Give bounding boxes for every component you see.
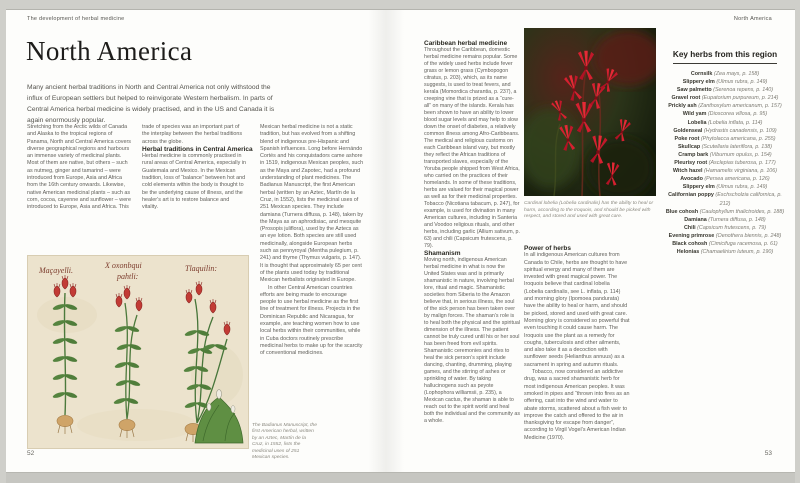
paragraph: Tobacco, now considered an addictive drug, was a sacred shamanistic herb for most indigenous American peoples. It was smoked in pipes and “thrown into fires as an offering, cast into the wind and water to abate storms, scattered about a fish weir to improve the catch and offered to the air in thanksgiving for escape from danger”, according to Virgil Vogel’s American Indian Medicine (1970). xyxy=(524,369,630,441)
key-herb-entry xyxy=(664,94,786,102)
key-herb-entry xyxy=(664,86,786,94)
herb-latin-name: (Persea americana, p. 126) xyxy=(704,176,770,183)
key-herb-entry xyxy=(664,232,786,240)
photo-caption: Cardinal lobelia (Lobelia cardinalis) has the ability to heal or harm, according to the Iroquois, and should be picked with respect, and stored and used with great care. xyxy=(524,201,654,220)
key-herb-entry xyxy=(664,110,786,118)
page-title: North America xyxy=(26,36,193,66)
running-head-left: The development of herbal medicine xyxy=(27,16,125,22)
section-heading-shamanism: Shamanism xyxy=(424,250,461,257)
left-column-1 xyxy=(27,124,131,212)
page-number-left: 52 xyxy=(27,450,35,457)
illustration-label-1: Maçayelli. xyxy=(39,266,73,275)
paragraph: trade of species was an important part of the interplay between the herbal traditions across the globe. xyxy=(142,124,243,145)
illustration-label-4: Tlaquilin: xyxy=(185,264,218,273)
book-edge-right xyxy=(795,0,800,483)
key-herb-entry xyxy=(664,208,786,216)
herb-latin-name: (Ulmus rubra, p. 149) xyxy=(716,79,768,86)
key-herb-entry xyxy=(664,248,786,256)
herb-latin-name: (Turnera diffusa, p. 148) xyxy=(708,216,766,223)
book-edge-top xyxy=(0,0,800,10)
page-number-right: 53 xyxy=(764,450,772,457)
herb-latin-name: (Ulmus rubra, p. 149) xyxy=(716,184,768,191)
key-herb-entry xyxy=(664,143,786,151)
herb-name: Slippery elm xyxy=(682,79,715,86)
herb-name: Chili xyxy=(683,224,696,231)
left-column-3 xyxy=(260,124,364,358)
illustration-caption: The Badianus Manuscript, the first American herbal, written by an Aztec, Martín de la Cruz, in 1552, lists the medicinal uses of 251 Mexican species. xyxy=(252,423,317,461)
left-column-2 xyxy=(142,124,253,212)
book-edge-bottom xyxy=(0,472,800,483)
herb-latin-name: (Serenoa repens, p. 140) xyxy=(713,87,774,94)
herb-latin-name: (Zea mays, p. 158) xyxy=(713,71,760,77)
herb-name: Witch hazel xyxy=(672,168,703,175)
key-herbs-sidebar xyxy=(664,44,786,256)
intro-paragraph: Many ancient herbal traditions in North and Central America not only withstood the influx of European settlers but helped to reinvigorate Western herbalism. In parts of Central America herbal medicine is widely practised, and in the US and Canada it is again enormously popular. xyxy=(27,84,275,124)
herb-latin-name: (Chamaelirium luteum, p. 190) xyxy=(700,249,774,256)
herb-name: Cramp bark xyxy=(678,151,709,158)
key-herb-entry xyxy=(664,135,786,143)
paragraph: In all indigenous American cultures from Canada to Chile, herbs are thought to have spiritual energy and many of them are invested with great magical power. The Iroquois believe that cardinal lobelia (Lobelia cardinalis, see L. inflata, p. 114) and morning glory (Ipomoea pandurata) have the ability to heal or harm, and should be picked, stored and used with great care. Morning glory is considered so powerful that even touching it could cause harm. The Iroquois use the plant as a remedy for coughs, tuberculosis and other ailments, and also take it as a decoction with sunflower seeds (Helianthus annuus) as a sacrament in spring and autumn rituals. xyxy=(524,252,630,368)
key-herbs-list xyxy=(664,70,786,256)
herb-latin-name: (Viburnum opulus, p. 154) xyxy=(709,151,772,158)
key-herb-entry xyxy=(664,191,786,207)
key-herb-entry xyxy=(664,175,786,183)
herb-name: Gravel root xyxy=(671,95,701,102)
herb-latin-name: (Scutellaria lateriflora, p. 138) xyxy=(701,143,773,150)
herb-name: Blue cohosh xyxy=(665,208,699,215)
book-spine-shadow xyxy=(368,9,404,473)
key-herb-entry xyxy=(664,151,786,159)
herb-latin-name: (Capsicum frutescens, p. 79) xyxy=(697,224,767,231)
section-heading-caribbean: Caribbean herbal medicine xyxy=(424,40,508,47)
herb-name: Avocado xyxy=(680,176,703,183)
right-column-1 xyxy=(424,40,520,425)
key-herb-entry xyxy=(664,167,786,175)
paragraph: Stretching from the Arctic wilds of Canada and Alaska to the tropical regions of Panama, North and Central America covers diverse geographical regions and harbours an immense variety of medicinal plants. Most of them are native, but others – such as nutmeg, ginger and tamarind – were introduced from Europe, Asia and Africa from the 16th century onwards. Likewise, native American medicinal plants – such as corn, cocoa, cayenne and sunflower – were introduced to Europe, Asia and Africa. This xyxy=(27,124,131,211)
paragraph: In other Central American countries efforts are being made to encourage people to use herbal medicine as the first line of treatment for illness. Projects in the Dominican Republic and Nicaragua, for example, are teaching women how to use local herbs within their communities, while in Cuba doctors routinely prescribe medicinal herbs to make up for the scarcity of conventional medicines. xyxy=(260,284,363,357)
herb-latin-name: (Hydrastis canadensis, p. 109) xyxy=(703,127,777,134)
herb-latin-name: (Eschscholzia californica, p. 212) xyxy=(715,192,782,207)
section-heading-power-of-herbs: Power of herbs xyxy=(524,245,571,252)
herb-name: Slippery elm xyxy=(682,184,715,191)
herb-name: Californian poppy xyxy=(668,192,714,199)
herb-latin-name: (Hamamelis virginiana, p. 106) xyxy=(704,168,778,175)
herb-latin-name: (Zanthoxylum americanum, p. 157) xyxy=(698,103,782,110)
key-herb-entry xyxy=(664,127,786,135)
key-herb-entry xyxy=(664,119,786,127)
herb-name: Helonias xyxy=(676,249,700,256)
herb-name: Black cohosh xyxy=(672,240,708,247)
herb-latin-name: (Oenothera biennis, p. 248) xyxy=(715,232,782,239)
illustration-label-3: pahtli: xyxy=(117,272,139,281)
paragraph: Throughout the Caribbean, domestic herbal medicine remains popular. Some of the widely used herbs include fever grass or lemon grass (Cymbopogon citratus, p. 203), which, as its name suggests, is used to treat fevers, and kerala (Momordica charantia, p. 237), a creeping vine that is prized as a “cure-all” on many of the islands. Kerala has been shown to have an ability to lower blood sugar levels and may help to slow down the onset of diabetes, a relatively common illness among Afro-Caribbeans. The medical and religious customs on each Caribbean island vary, but mostly they reflect the African traditions of transported slaves, especially of the Yoruba people shipped from West Africa, who carried on the practices of their homelands. In some of these traditions, herbs are valued for their magical power as well as for their medicinal properties. Tobacco (Nicotiana tabacum, p. 247), for example, is used for divination in many American cultures, including in Santeria and Voodoo religious rituals, and other herbs, including garlic (Allium sativum, p. 63) and chili (Capsicum frutescens, p. 79). xyxy=(424,47,520,249)
herb-name: Evening primrose xyxy=(668,232,715,239)
herb-name: Goldenseal xyxy=(673,127,703,134)
key-herb-entry xyxy=(664,183,786,191)
paragraph: Herbal medicine is commonly practised in rural areas of Central America, especially in Guatemala and Mexico. In the Mexican tradition, loss of “balance” between hot and cold elements within the body is thought to be the underlying cause of illness, and the healer’s art is to restore balance and vitality. xyxy=(142,153,246,211)
cardinal-flower-photo xyxy=(524,28,656,196)
herb-name: Pleurisy root xyxy=(674,160,708,167)
key-herbs-heading: Key herbs from this region xyxy=(673,50,777,64)
herb-name: Cornsilk xyxy=(690,71,713,77)
key-herb-entry xyxy=(664,70,786,78)
paragraph: Moving north, indigenous American herbal medicine in what is now the United States was and is primarily shamanistic in nature, involving herbal lore, ritual and magic. Shamanistic societies from Siberia to the Amazon believe that, in serious illness, the soul of the sick person has been taken over by malign forces. The shaman’s role is to heal both the physical and the spiritual dimension of the illness. The patient cannot be truly cured until his or her soul has been freed from evil spirits. Shamanistic ceremonies and rites to heal the sick person’s spirit include dancing, chanting, drumming, playing games, and the stirring of ashes or sprinkling of water. By taking hallucinogens such as peyote (Lophophora williamsii, p. 235), a Mexican cactus, the shaman is able to reach out to the spirit world and heal both the individual and the community as a whole. xyxy=(424,257,520,424)
herb-latin-name: (Eupatorium purpureum, p. 214) xyxy=(701,95,779,102)
herb-name: Skullcap xyxy=(677,143,701,150)
section-heading-central-america: Herbal traditions in Central America xyxy=(142,145,253,153)
herb-name: Lobelia xyxy=(687,119,707,126)
herb-latin-name: (Dioscorea villosa, p. 95) xyxy=(707,111,768,118)
herb-name: Poke root xyxy=(674,135,700,142)
herb-name: Prickly ash xyxy=(668,103,697,110)
herb-latin-name: (Cimicifuga racemosa, p. 61) xyxy=(708,240,778,247)
key-herb-entry xyxy=(664,240,786,248)
herb-latin-name: (Phytolacca americana, p. 255) xyxy=(700,135,776,142)
herb-latin-name: (Caulophyllum thalictroides, p. 188) xyxy=(699,208,785,215)
herb-name: Damiana xyxy=(684,216,707,223)
book-edge-left xyxy=(0,0,6,483)
running-head-right: North America xyxy=(733,16,772,22)
right-column-2 xyxy=(524,245,630,442)
key-herb-entry xyxy=(664,224,786,232)
key-herb-entry xyxy=(664,159,786,167)
herb-latin-name: (Lobelia inflata, p. 114) xyxy=(707,119,763,126)
herb-latin-name: (Asclepias tuberosa, p. 177) xyxy=(708,160,776,167)
key-herb-entry xyxy=(664,102,786,110)
key-herb-entry xyxy=(664,216,786,224)
key-herb-entry xyxy=(664,78,786,86)
paragraph: Mexican herbal medicine is not a static tradition, but has evolved from a shifting blend of indigenous pre-Hispanic and Spanish influences. Long before Hernándo Cortés and his conquistadors came ashore in 1519, indigenous Mexican peoples, such as the Maya and Zapotec, had a profound understanding of plant medicines. The Badianus Manuscript, the first American herbal (written by an Aztec, Martín de la Cruz, in 1552), lists the medicinal uses of 251 Mexican species. They include damiana (Turnera diffusa, p. 148), taken by the Maya as an aphrodisiac, and mesquite (Prosopis juliflora), used by the Aztecs as an eye lotion. Both species are still used medicinally, alongside European herbs such as pennyroyal (Mentha pulegium, p. 241) and thyme (Thymus vulgaris, p. 147). It is thought that approximately 65 per cent of the plants used today by traditional Mexican herbalists originated in Europe. xyxy=(260,124,364,284)
badianus-manuscript-illustration xyxy=(27,255,249,449)
herb-name: Saw palmetto xyxy=(676,87,712,94)
illustration-label-2: X oxonbqui xyxy=(105,261,142,270)
herb-name: Wild yam xyxy=(682,111,707,118)
